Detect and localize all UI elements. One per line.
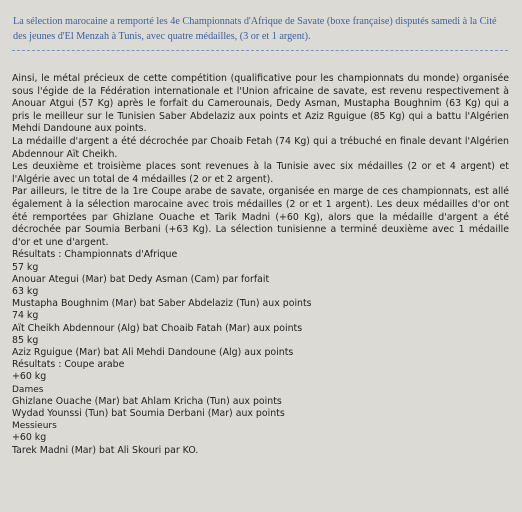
category-label: Messieurs [12, 421, 57, 432]
results-heading-africa: Résultats : Championnats d'Afrique [12, 249, 178, 261]
results-heading-arab-cup: Résultats : Coupe arabe [12, 359, 125, 371]
result-line: Ghizlane Ouache (Mar) bat Ahlam Kricha (Tun) aux points [12, 395, 282, 407]
paragraph-1: Ainsi, le métal précieux de cette compétition (qualificative pour les championnats du monde) organisée sous l'égide de la Fédération internationale et l'Union africaine de savate, est revenu respectivement à Anouar Atgui (57 Kg) après le forfait du Camerounais, Dedy Asman, Mustapha Boughnim (63 Kg) qui a pris le meilleur sur le Tunisien Saber Abdelaziz aux points et Aziz Rguigue (85 Kg) qui a battu l'Algérien Mehdi Dandoune aux points. [12, 73, 509, 135]
paragraph-3: Les deuxième et troisième places sont revenues à la Tunisie avec six médailles (2 or et 4 argent) et l'Algérie avec un total de 4 médailles (2 or et 2 argent). [12, 161, 509, 185]
article-lead: La sélection marocaine a remporté les 4e Championnats d'Afrique de Savate (boxe française) disputés samedi à la Cité des jeunes d'El Menzah à Tunis, avec quatre médailles, (3 or et 1 argent). [13, 16, 497, 42]
lead-divider [12, 50, 508, 51]
results-list [12, 249, 509, 456]
category-label: Dames [12, 384, 44, 395]
result-line: Aziz Rguigue (Mar) bat Ali Mehdi Dandoune (Alg) aux points [12, 346, 294, 358]
weight-class: 57 kg [12, 261, 39, 273]
weight-class: 85 kg [12, 334, 39, 346]
result-line: Wydad Younssi (Tun) bat Soumia Derbani (Mar) aux points [12, 407, 285, 419]
result-line: Anouar Ategui (Mar) bat Dedy Asman (Cam) par forfait [12, 273, 270, 285]
result-line: Tarek Madni (Mar) bat Ali Skouri par KO. [12, 444, 199, 456]
weight-class: 74 kg [12, 310, 39, 322]
weight-class: +60 kg [12, 371, 47, 383]
result-line: Mustapha Boughnim (Mar) bat Saber Abdelaziz (Tun) aux points [12, 298, 312, 310]
paragraph-2: La médaille d'argent a été décrochée par Choaib Fetah (74 Kg) qui a trébuché en finale devant l'Algérien Abdennour Aït Cheikh. [12, 135, 509, 160]
result-line: Aït Cheikh Abdennour (Alg) bat Choaib Fatah (Mar) aux points [12, 322, 303, 334]
paragraph-4: Par ailleurs, le titre de la 1re Coupe arabe de savate, organisée en marge de ces championnats, est allé également à la sélection marocaine avec trois médailles (2 or et 1 argent). Les deux médailles d'or ont été remportées par Ghizlane Ouache et Tarik Madni (+60 Kg), alors que la médaille d'argent a été décrochée par Soumia Berbani (+63 Kg). La sélection tunisienne a terminé deuxième avec 1 médaille d'or et une d'argent. [12, 186, 509, 248]
weight-class: 63 kg [12, 285, 39, 297]
weight-class: +60 kg [12, 432, 47, 444]
article-body [12, 73, 509, 457]
